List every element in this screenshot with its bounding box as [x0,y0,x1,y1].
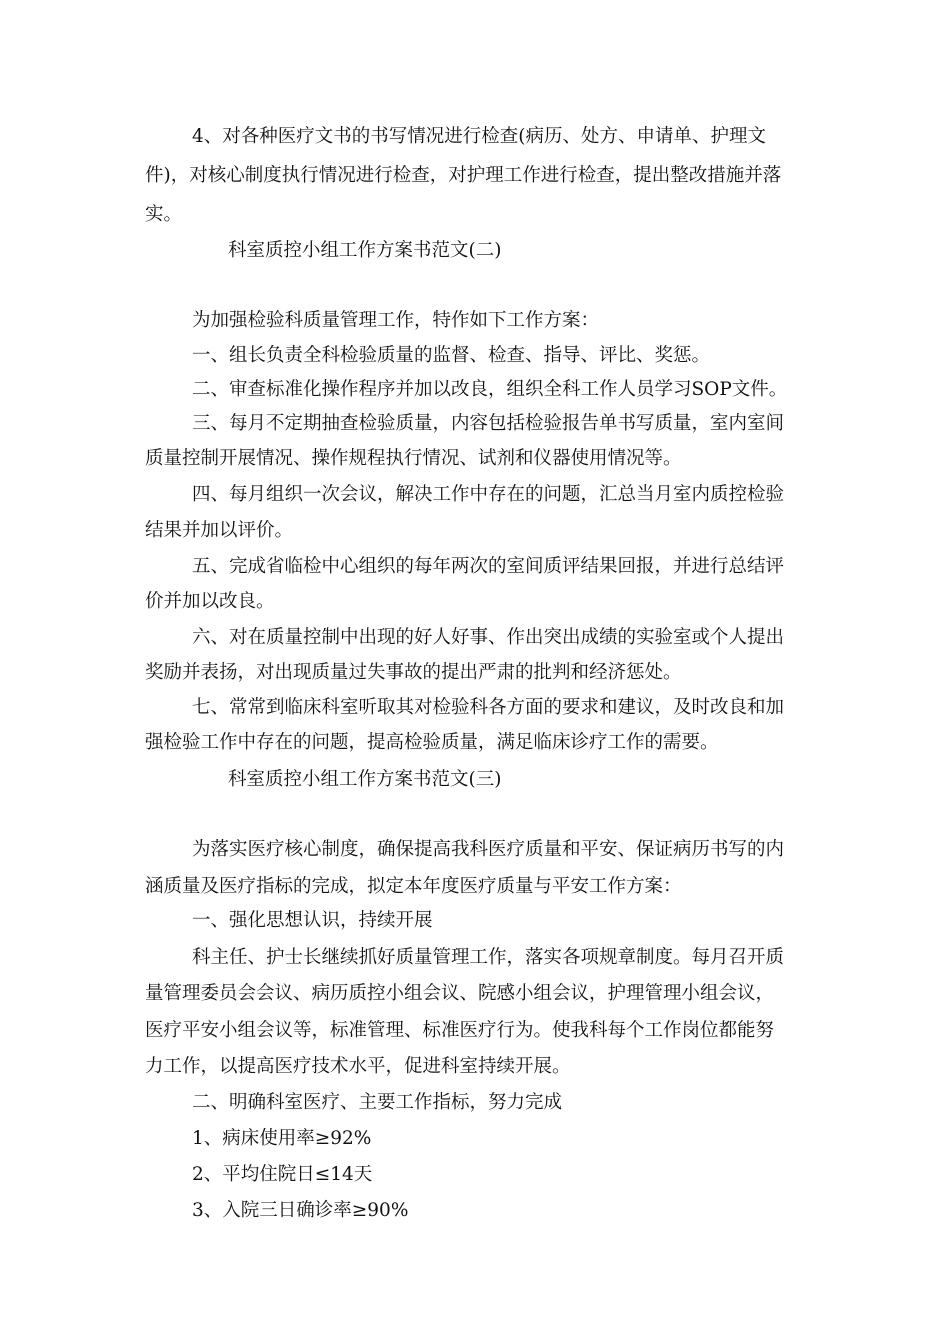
paragraph-line: 四、每月组织一次会议，解决工作中存在的问题，汇总当月室内质控检验 [192,484,785,505]
paragraph-line: 涵质量及医疗指标的完成，拟定本年度医疗质量与平安工作方案： [145,876,682,897]
paragraph-line: 强检验工作中存在的问题，提高检验质量，满足临床诊疗工作的需要。 [145,732,719,753]
list-item: 1、病床使用率≥92% [192,1128,372,1149]
paragraph-line: 一、组长负责全科检验质量的监督、检查、指导、评比、奖惩。 [192,345,711,366]
paragraph-line: 科主任、护士长继续抓好质量管理工作，落实各项规章制度。每月召开质 [192,947,785,968]
paragraph-line: 二、明确科室医疗、主要工作指标，努力完成 [192,1092,563,1113]
paragraph-line: 二、审查标准化操作程序并加以改良，组织全科工作人员学习SOP文件。 [192,379,788,400]
paragraph-line: 五、完成省临检中心组织的每年两次的室间质评结果回报，并进行总结评 [192,556,785,577]
paragraph-line: 奖励并表扬，对出现质量过失事故的提出严肃的批判和经济惩处。 [145,662,682,683]
section-title: 科室质控小组工作方案书范文(二) [228,240,502,261]
section-title: 科室质控小组工作方案书范文(三) [228,769,502,790]
paragraph-line: 为加强检验科质量管理工作，特作如下工作方案： [192,310,600,331]
paragraph-line: 件)，对核心制度执行情况进行检查，对护理工作进行检查，提出整改措施并落 [145,165,782,186]
paragraph-line: 医疗平安小组会议等，标准管理、标准医疗行为。使我科每个工作岗位都能努 [145,1020,775,1041]
list-item: 2、平均住院日≤14天 [192,1164,373,1185]
paragraph-line: 量管理委员会会议、病历质控小组会议、院感小组会议，护理管理小组会议， [145,983,775,1004]
paragraph-line: 质量控制开展情况、操作规程执行情况、试剂和仪器使用情况等。 [145,448,682,469]
paragraph-line: 三、每月不定期抽查检验质量，内容包括检验报告单书写质量，室内室间 [192,413,785,434]
paragraph-line: 力工作，以提高医疗技术水平，促进科室持续开展。 [145,1056,571,1077]
paragraph-line: 实。 [145,204,183,225]
paragraph-line: 结果并加以评价。 [145,520,294,541]
paragraph-line: 七、常常到临床科室听取其对检验科各方面的要求和建议，及时改良和加 [192,697,785,718]
paragraph-line: 4、对各种医疗文书的书写情况进行检查(病历、处方、申请单、护理文 [192,126,766,147]
paragraph-line: 一、强化思想认识，持续开展 [192,910,433,931]
paragraph-line: 价并加以改良。 [145,591,275,612]
paragraph-line: 六、对在质量控制中出现的好人好事、作出突出成绩的实验室或个人提出 [192,627,785,648]
list-item: 3、入院三日确诊率≥90% [192,1200,409,1221]
paragraph-line: 为落实医疗核心制度，确保提高我科医疗质量和平安、保证病历书写的内 [192,839,785,860]
